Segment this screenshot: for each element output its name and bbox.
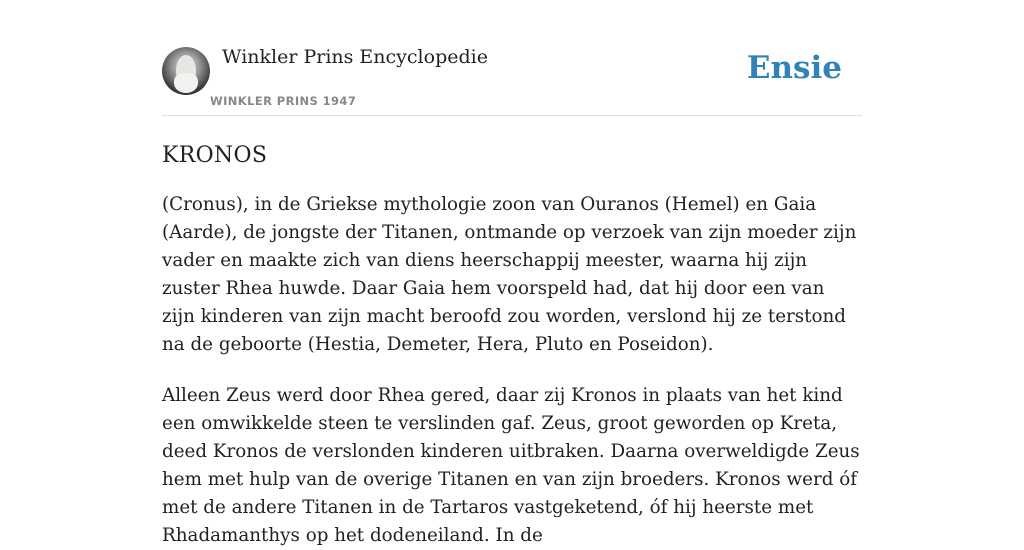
article-paragraph: Alleen Zeus werd door Rhea gered, daar zij Kronos in plaats van het kind een omwikkelde steen te verslinden gaf. Zeus, groot geworden op Kreta, deed Kronos de verslonden kinderen uitbraken. Daarna overweldigde Zeus hem met hulp van de overige Titanen en van zijn broeders. Kronos werd óf met de andere Titanen in de Tartaros vastgeketend, óf hij heerste met Rhadamanthys op het dodeneiland. In de [162,385,860,546]
article-page [162,0,862,550]
article-title: KRONOS [162,143,268,168]
author-avatar[interactable] [162,47,210,95]
source-label: WINKLER PRINS 1947 [210,94,357,108]
brand-logo-link[interactable]: Ensie [746,50,842,86]
avatar-beard [174,73,198,93]
source-title-link[interactable]: Winkler Prins Encyclopedie [222,46,488,68]
article-header [162,0,862,116]
article-paragraph: (Cronus), in de Griekse mythologie zoon van Ouranos (Hemel) en Gaia (Aarde), de jongste der Titanen, ontmande op verzoek van zijn moeder zijn vader en maakte zich van diens heerschappij meester, waarna hij zijn zuster Rhea huwde. Daar Gaia hem voorspeld had, dat hij door een van zijn kinderen van zijn macht beroofd zou worden, verslond hij ze terstond na de geboorte (Hestia, Demeter, Hera, Pluto en Poseidon). [162,194,857,355]
